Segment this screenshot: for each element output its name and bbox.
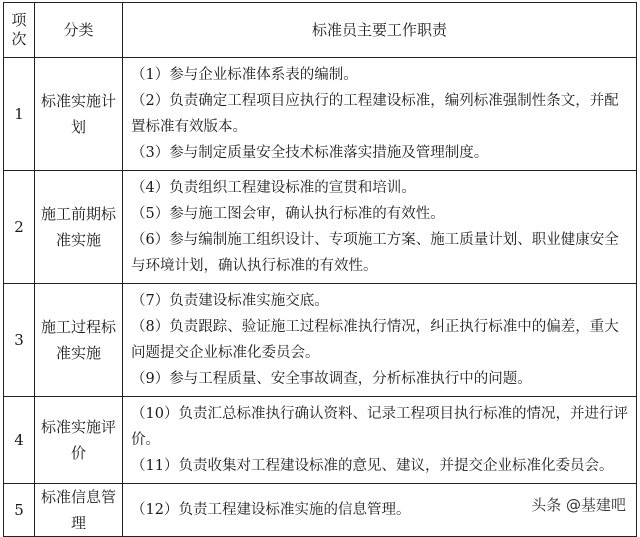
duty-item: （5）参与施工图会审，确认执行标准的有效性。 (131, 206, 445, 222)
table-row (4, 397, 637, 484)
row-category: 标准实施评价 (35, 397, 123, 484)
row-category: 标准实施计划 (35, 58, 123, 171)
duty-item: （2）负责确定工程项目应执行的工程建设标准，编列标准强制性条文，并配置标准有效版本。 (131, 93, 619, 135)
duty-item: （11）负责收集对工程建设标准的意见、建议，并提交企业标准化委员会。 (131, 458, 614, 474)
table-row (4, 58, 637, 171)
header-duties: 标准员主要工作职责 (123, 3, 637, 58)
row-index: 3 (4, 284, 35, 397)
duty-item: （3）参与制定质量安全技术标准落实措施及管理制度。 (131, 145, 489, 161)
duty-item: （1）参与企业标准体系表的编制。 (131, 67, 358, 83)
duty-item: （8）负责跟踪、验证施工过程标准执行情况，纠正执行标准中的偏差，重大问题提交企业标准化委员会。 (131, 319, 619, 361)
row-category: 施工过程标准实施 (35, 284, 123, 397)
duty-item: （7）负责建设标准实施交底。 (131, 293, 329, 309)
row-index: 2 (4, 171, 35, 284)
duty-item: （10）负责汇总标准执行确认资料、记录工程项目执行标准的情况，并进行评价。 (131, 406, 628, 448)
table-row (4, 284, 637, 397)
header-category: 分类 (35, 3, 123, 58)
row-duties (123, 284, 637, 397)
header-index: 项次 (4, 3, 35, 58)
duty-item: （12）负责工程建设标准实施的信息管理。 (131, 502, 411, 518)
row-duties (123, 58, 637, 171)
header-row (4, 3, 637, 58)
row-category: 施工前期标准实施 (35, 171, 123, 284)
watermark: 头条 @基建吧 (527, 493, 630, 516)
row-index: 4 (4, 397, 35, 484)
duty-item: （9）参与工程质量、安全事故调查，分析标准执行中的问题。 (131, 371, 532, 387)
duties-table (3, 2, 637, 537)
row-category: 标准信息管理 (35, 484, 123, 537)
row-index: 1 (4, 58, 35, 171)
row-duties (123, 397, 637, 484)
row-index: 5 (4, 484, 35, 537)
duty-item: （4）负责组织工程建设标准的宣贯和培训。 (131, 180, 416, 196)
row-duties (123, 171, 637, 284)
table-row (4, 171, 637, 284)
duty-item: （6）参与编制施工组织设计、专项施工方案、施工质量计划、职业健康安全与环境计划，确认执行标准的有效性。 (131, 232, 619, 274)
